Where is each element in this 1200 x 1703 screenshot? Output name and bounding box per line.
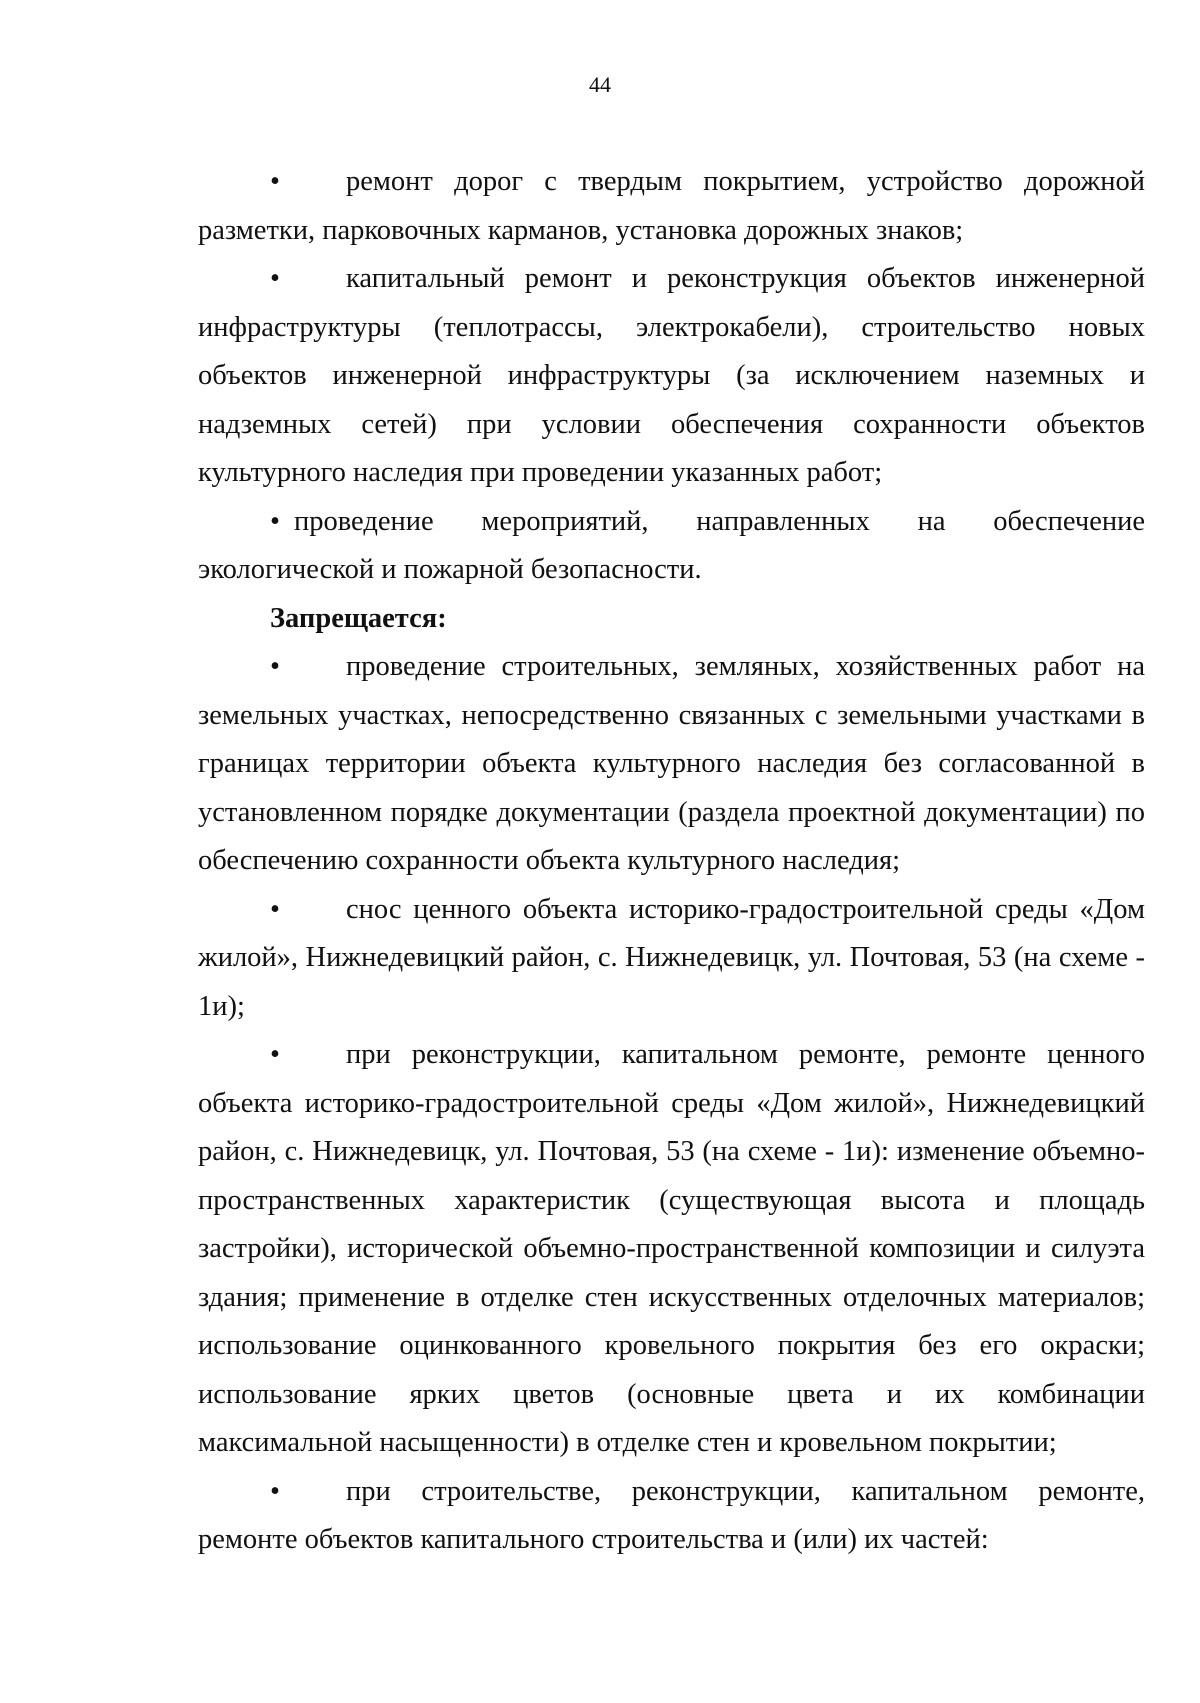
list-item-text: капитальный ремонт и реконструкция объектов инженерной инфраструктуры (теплотрассы, электрокабели), строительство новых объектов инженерной инфраструктуры (за исключением наземных и надземных сетей) при условии обеспечения сохранности объектов культурного наследия при проведении указанных работ; (198, 263, 1145, 488)
list-item-text: ремонт дорог с твердым покрытием, устройство дорожной разметки, парковочных карманов, установка дорожных знаков; (198, 166, 1145, 246)
list-item-text: при строительстве, реконструкции, капитальном ремонте, ремонте объектов капитального строительства и (или) их частей: (198, 1475, 1145, 1555)
list-item-text: при реконструкции, капитальном ремонте, ремонте ценного объекта историко-градостроительной среды «Дом жилой», Нижнедевицкий район, с. Нижнедевицк, ул. Почтовая, 53 (на схеме - 1и): изменение объемно-пространственных характеристик (существующая высота и площадь застройки), исторической объемно-пространственной композиции и силуэта здания; применение в отделке стен искусственных отделочных материалов; использование оцинкованного кровельного покрытия без его окраски; использование ярких цветов (основные цвета и их комбинации максимальной насыщенности) в отделке стен и кровельном покрытии; (198, 1039, 1145, 1458)
section-heading: Запрещается: (270, 602, 447, 634)
page-number: 44 (589, 72, 611, 97)
list-item (198, 1468, 1145, 1565)
bullet-marker: • (270, 1039, 280, 1070)
list-item-text: проведение строительных, земляных, хозяйственных работ на земельных участках, непосредственно связанных с земельными участками в границах территории объекта культурного наследия без согласованной в установленном порядке документации (раздела проектной документации) по обеспечению сохранности объекта культурного наследия; (198, 651, 1145, 876)
list-item (198, 158, 1145, 255)
list-item (198, 255, 1145, 498)
bullet-marker: • (270, 893, 280, 925)
document-body (198, 158, 1145, 1565)
bullet-marker: • (270, 505, 280, 537)
list-item (198, 498, 1145, 595)
list-item-text: снос ценного объекта историко-градостроительной среды «Дом жилой», Нижнедевицкий район, с. Нижнедевицк, ул. Почтовая, 53 (на схеме - 1и); (198, 893, 1145, 1022)
bullet-marker: • (270, 651, 280, 682)
bullet-marker: • (270, 263, 280, 294)
bullet-marker: • (270, 166, 280, 197)
list-item (198, 1031, 1145, 1468)
list-item-text: проведение мероприятий, направленных на обеспечение экологической и пожарной безопасности. (198, 505, 1145, 585)
list-item (198, 886, 1145, 1032)
list-item (198, 643, 1145, 886)
bullet-marker: • (270, 1475, 280, 1507)
